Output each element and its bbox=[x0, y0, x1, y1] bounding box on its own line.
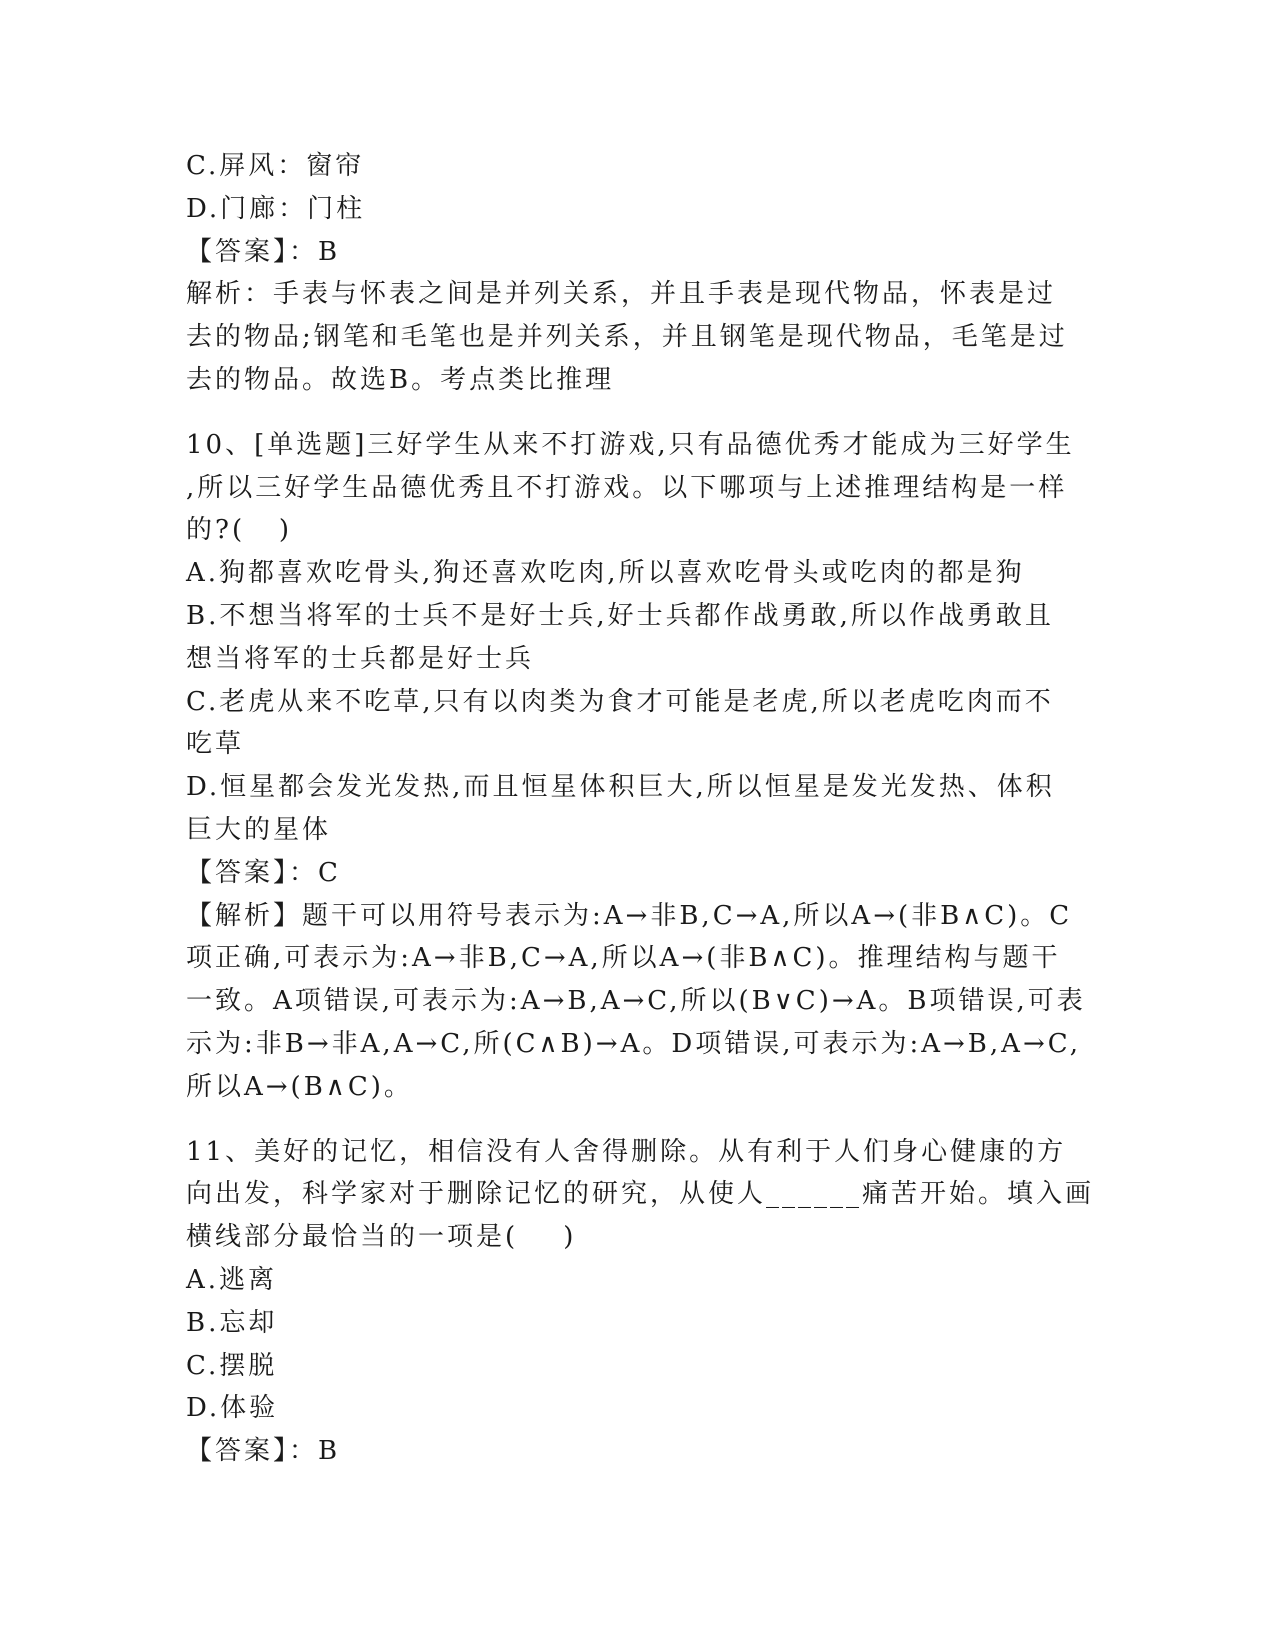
q10-analysis-line: 示为:非B→非A,A→C,所(C∧B)→A。D项错误,可表示为:A→B,A→C, bbox=[186, 1028, 1081, 1059]
q10-option-b: B.不想当将军的士兵不是好士兵,好士兵都作战勇敢,所以作战勇敢且 bbox=[186, 600, 1054, 631]
q10-option-c-cont: 吃草 bbox=[186, 729, 245, 760]
q9-analysis-line: 解析：手表与怀表之间是并列关系，并且手表是现代物品，怀表是过 bbox=[186, 279, 1057, 310]
q11-answer: 【答案】：B bbox=[186, 1436, 341, 1467]
q10-answer: 【答案】：C bbox=[186, 857, 341, 888]
q9-analysis-line: 去的物品;钢笔和毛笔也是并列关系，并且钢笔是现代物品，毛笔是过 bbox=[186, 322, 1068, 353]
q10-option-d-cont: 巨大的星体 bbox=[186, 814, 332, 845]
q10-stem-line: 10、[单选题]三好学生从来不打游戏,只有品德优秀才能成为三好学生 bbox=[186, 429, 1075, 460]
q11-option-d: D.体验 bbox=[186, 1393, 279, 1424]
q11-stem-line: 横线部分最恰当的一项是( ) bbox=[186, 1222, 577, 1253]
q9-answer: 【答案】：B bbox=[186, 236, 341, 267]
q9-option-d: D.门廊：门柱 bbox=[186, 193, 366, 224]
q10-option-c: C.老虎从来不吃草,只有以肉类为食才可能是老虎,所以老虎吃肉而不 bbox=[186, 686, 1054, 717]
q10-analysis-line: 所以A→(B∧C)。 bbox=[186, 1071, 413, 1102]
q10-analysis-line: 【解析】题干可以用符号表示为:A→非B,C→A,所以A→(非B∧C)。C bbox=[186, 900, 1073, 931]
document-page bbox=[186, 145, 1095, 1473]
question-spacer bbox=[186, 402, 1076, 424]
q9-analysis-line: 去的物品。故选B。考点类比推理 bbox=[186, 364, 615, 395]
q10-stem-line: ,所以三好学生品德优秀且不打游戏。以下哪项与上述推理结构是一样 bbox=[186, 472, 1068, 503]
q11-option-c: C.摆脱 bbox=[186, 1350, 278, 1381]
q10-option-a: A.狗都喜欢吃骨头,狗还喜欢吃肉,所以喜欢吃骨头或吃肉的都是狗 bbox=[186, 558, 1025, 589]
q11-stem-line: 11、美好的记忆，相信没有人舍得删除。从有利于人们身心健康的方 bbox=[186, 1136, 1067, 1167]
q11-option-b: B.忘却 bbox=[186, 1307, 278, 1338]
q10-analysis-line: 一致。A项错误,可表示为:A→B,A→C,所以(B∨C)→A。B项错误,可表 bbox=[186, 986, 1086, 1017]
question-spacer bbox=[186, 1109, 1076, 1131]
q10-option-d: D.恒星都会发光发热,而且恒星体积巨大,所以恒星是发光发热、体积 bbox=[186, 772, 1055, 803]
q10-option-b-cont: 想当将军的士兵都是好士兵 bbox=[186, 643, 535, 674]
q10-analysis-line: 项正确,可表示为:A→非B,C→A,所以A→(非B∧C)。推理结构与题干 bbox=[186, 943, 1061, 974]
q11-stem-line: 向出发，科学家对于删除记忆的研究，从使人______痛苦开始。填入画 bbox=[186, 1179, 1095, 1210]
q10-stem-line: 的?( ) bbox=[186, 515, 293, 546]
q9-option-c: C.屏风：窗帘 bbox=[186, 151, 365, 181]
q11-option-a: A.逃离 bbox=[186, 1264, 278, 1295]
